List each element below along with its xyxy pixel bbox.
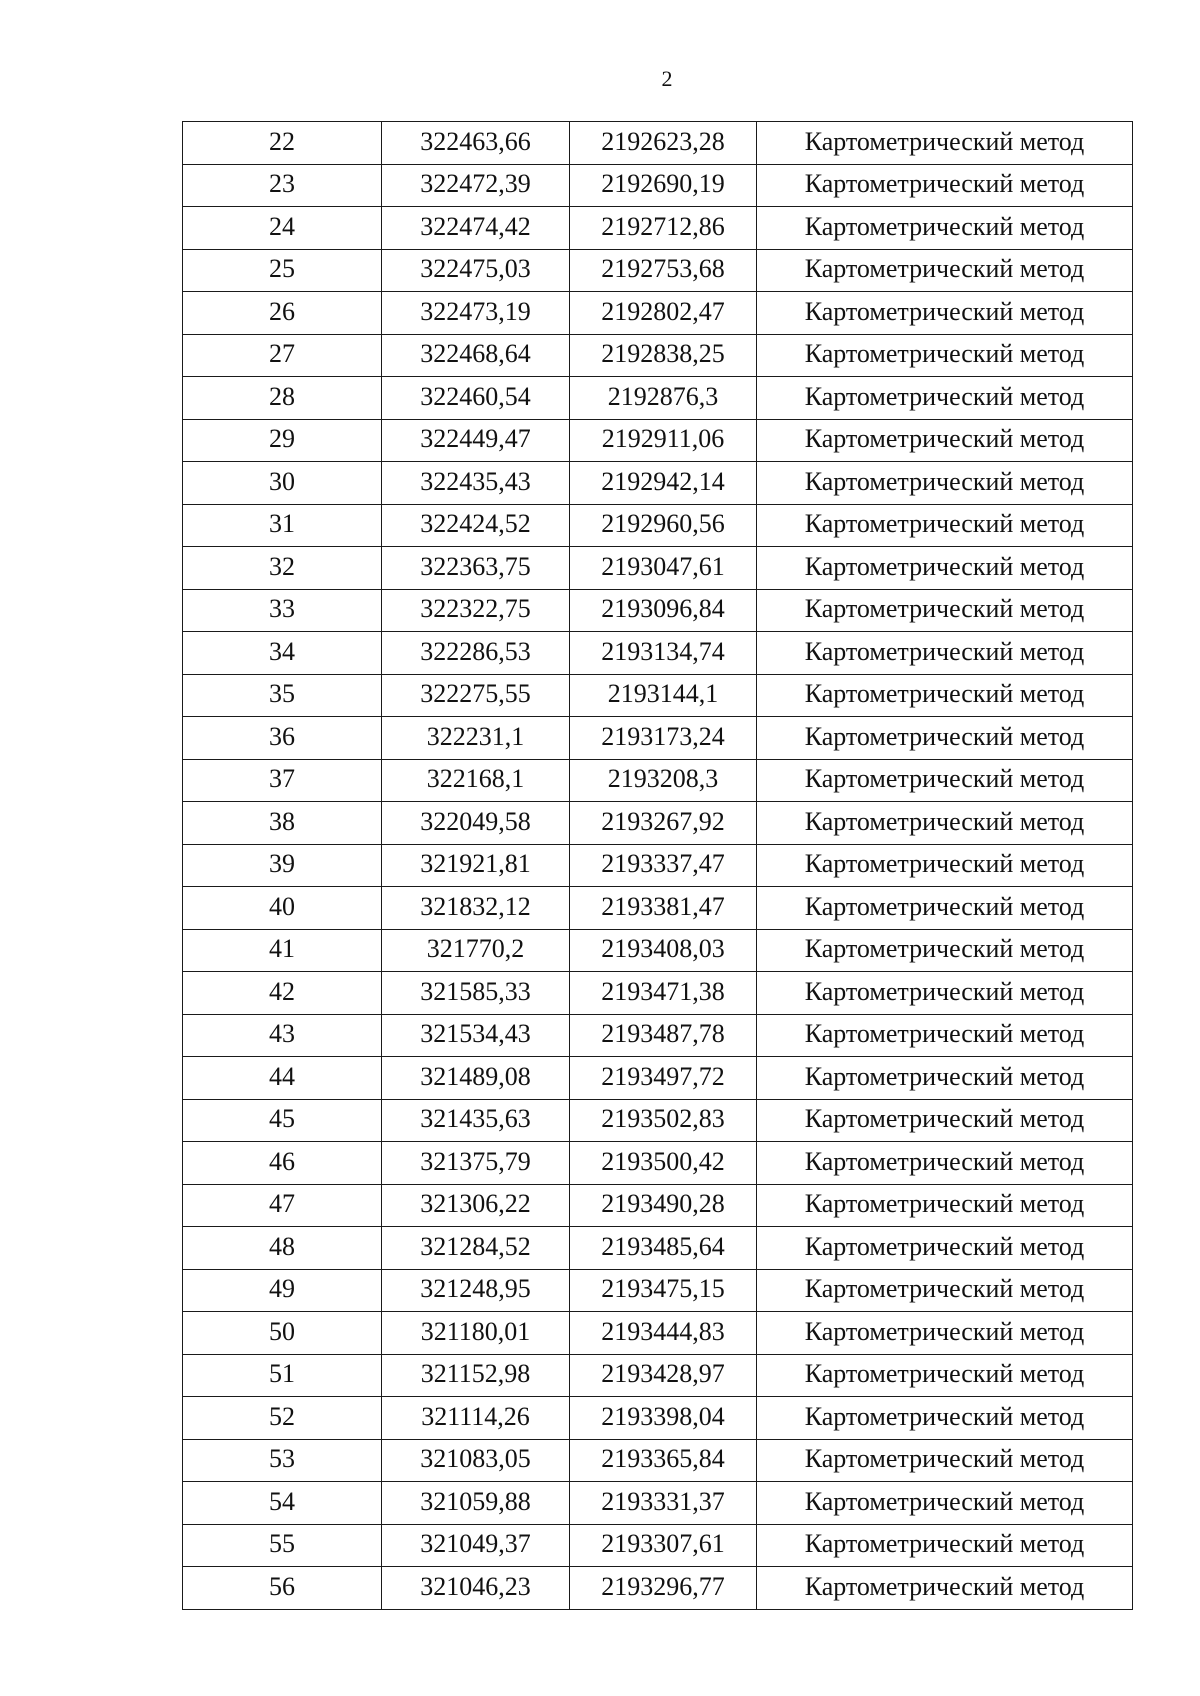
method-cell: Картометрический метод	[757, 1482, 1133, 1525]
method-cell: Картометрический метод	[757, 377, 1133, 420]
coordinate-y-cell: 2193047,61	[570, 547, 757, 590]
table-row	[183, 632, 1133, 675]
method-cell: Картометрический метод	[757, 1184, 1133, 1227]
table-row	[183, 1014, 1133, 1057]
point-number-cell: 48	[183, 1227, 382, 1270]
coordinate-y-cell: 2193173,24	[570, 717, 757, 760]
coordinate-y-cell: 2192690,19	[570, 164, 757, 207]
coordinate-x-cell: 321770,2	[382, 929, 570, 972]
table-row	[183, 844, 1133, 887]
coordinate-x-cell: 321534,43	[382, 1014, 570, 1057]
point-number-cell: 34	[183, 632, 382, 675]
table-row	[183, 1397, 1133, 1440]
coordinate-y-cell: 2192802,47	[570, 292, 757, 335]
point-number-cell: 33	[183, 589, 382, 632]
coordinate-x-cell: 322049,58	[382, 802, 570, 845]
table-row	[183, 1184, 1133, 1227]
coordinate-y-cell: 2193331,37	[570, 1482, 757, 1525]
table-row	[183, 1354, 1133, 1397]
table-row	[183, 377, 1133, 420]
table-row	[183, 504, 1133, 547]
table-row	[183, 1567, 1133, 1610]
table-row	[183, 1482, 1133, 1525]
table-row	[183, 1227, 1133, 1270]
method-cell: Картометрический метод	[757, 717, 1133, 760]
coordinate-y-cell: 2193502,83	[570, 1099, 757, 1142]
coordinate-y-cell: 2193471,38	[570, 972, 757, 1015]
table-row	[183, 1142, 1133, 1185]
coordinate-y-cell: 2193307,61	[570, 1524, 757, 1567]
method-cell: Картометрический метод	[757, 632, 1133, 675]
coordinate-y-cell: 2193487,78	[570, 1014, 757, 1057]
table-row	[183, 717, 1133, 760]
coordinate-y-cell: 2193134,74	[570, 632, 757, 675]
coordinate-x-cell: 322463,66	[382, 122, 570, 165]
point-number-cell: 52	[183, 1397, 382, 1440]
point-number-cell: 41	[183, 929, 382, 972]
coordinate-x-cell: 321375,79	[382, 1142, 570, 1185]
table-row	[183, 249, 1133, 292]
coordinate-x-cell: 322475,03	[382, 249, 570, 292]
coordinate-x-cell: 321306,22	[382, 1184, 570, 1227]
method-cell: Картометрический метод	[757, 1227, 1133, 1270]
point-number-cell: 46	[183, 1142, 382, 1185]
coordinate-x-cell: 321435,63	[382, 1099, 570, 1142]
table-row	[183, 419, 1133, 462]
point-number-cell: 54	[183, 1482, 382, 1525]
point-number-cell: 56	[183, 1567, 382, 1610]
coordinate-y-cell: 2193485,64	[570, 1227, 757, 1270]
table-row	[183, 1099, 1133, 1142]
method-cell: Картометрический метод	[757, 122, 1133, 165]
coordinate-y-cell: 2193144,1	[570, 674, 757, 717]
method-cell: Картометрический метод	[757, 547, 1133, 590]
method-cell: Картометрический метод	[757, 1057, 1133, 1100]
table-row	[183, 334, 1133, 377]
coordinate-y-cell: 2193398,04	[570, 1397, 757, 1440]
coordinate-x-cell: 321046,23	[382, 1567, 570, 1610]
coordinate-x-cell: 322168,1	[382, 759, 570, 802]
method-cell: Картометрический метод	[757, 1354, 1133, 1397]
coordinate-y-cell: 2193444,83	[570, 1312, 757, 1355]
point-number-cell: 50	[183, 1312, 382, 1355]
method-cell: Картометрический метод	[757, 504, 1133, 547]
coordinate-y-cell: 2193428,97	[570, 1354, 757, 1397]
method-cell: Картометрический метод	[757, 674, 1133, 717]
method-cell: Картометрический метод	[757, 462, 1133, 505]
coordinate-x-cell: 322449,47	[382, 419, 570, 462]
coordinate-x-cell: 321921,81	[382, 844, 570, 887]
coordinate-y-cell: 2193337,47	[570, 844, 757, 887]
coordinate-x-cell: 322474,42	[382, 207, 570, 250]
point-number-cell: 40	[183, 887, 382, 930]
point-number-cell: 44	[183, 1057, 382, 1100]
point-number-cell: 49	[183, 1269, 382, 1312]
table-row	[183, 972, 1133, 1015]
coordinate-y-cell: 2193381,47	[570, 887, 757, 930]
table-row	[183, 292, 1133, 335]
point-number-cell: 32	[183, 547, 382, 590]
method-cell: Картометрический метод	[757, 1439, 1133, 1482]
coordinate-x-cell: 321059,88	[382, 1482, 570, 1525]
point-number-cell: 25	[183, 249, 382, 292]
coordinate-x-cell: 321083,05	[382, 1439, 570, 1482]
method-cell: Картометрический метод	[757, 334, 1133, 377]
method-cell: Картометрический метод	[757, 844, 1133, 887]
table-row	[183, 929, 1133, 972]
table-row	[183, 122, 1133, 165]
table-row	[183, 462, 1133, 505]
coordinate-y-cell: 2193408,03	[570, 929, 757, 972]
method-cell: Картометрический метод	[757, 207, 1133, 250]
table-row	[183, 164, 1133, 207]
point-number-cell: 45	[183, 1099, 382, 1142]
coordinate-x-cell: 321049,37	[382, 1524, 570, 1567]
point-number-cell: 39	[183, 844, 382, 887]
method-cell: Картометрический метод	[757, 972, 1133, 1015]
table-row	[183, 589, 1133, 632]
coordinate-y-cell: 2192838,25	[570, 334, 757, 377]
coordinate-x-cell: 322286,53	[382, 632, 570, 675]
coordinates-table-body	[183, 122, 1133, 1610]
method-cell: Картометрический метод	[757, 1142, 1133, 1185]
table-row	[183, 674, 1133, 717]
coordinate-x-cell: 322275,55	[382, 674, 570, 717]
coordinate-x-cell: 321284,52	[382, 1227, 570, 1270]
coordinate-x-cell: 322424,52	[382, 504, 570, 547]
table-row	[183, 1524, 1133, 1567]
coordinate-x-cell: 321489,08	[382, 1057, 570, 1100]
coordinate-x-cell: 322473,19	[382, 292, 570, 335]
coordinate-y-cell: 2192942,14	[570, 462, 757, 505]
coordinates-table	[182, 121, 1133, 1610]
coordinate-y-cell: 2193096,84	[570, 589, 757, 632]
coordinate-y-cell: 2193490,28	[570, 1184, 757, 1227]
method-cell: Картометрический метод	[757, 1312, 1133, 1355]
point-number-cell: 53	[183, 1439, 382, 1482]
method-cell: Картометрический метод	[757, 292, 1133, 335]
point-number-cell: 22	[183, 122, 382, 165]
coordinate-x-cell: 322472,39	[382, 164, 570, 207]
coordinate-y-cell: 2193365,84	[570, 1439, 757, 1482]
coordinate-x-cell: 321180,01	[382, 1312, 570, 1355]
method-cell: Картометрический метод	[757, 1397, 1133, 1440]
coordinate-x-cell: 322460,54	[382, 377, 570, 420]
coordinate-y-cell: 2193497,72	[570, 1057, 757, 1100]
point-number-cell: 35	[183, 674, 382, 717]
method-cell: Картометрический метод	[757, 802, 1133, 845]
coordinate-x-cell: 322322,75	[382, 589, 570, 632]
method-cell: Картометрический метод	[757, 1567, 1133, 1610]
coordinate-y-cell: 2193208,3	[570, 759, 757, 802]
coordinate-y-cell: 2192876,3	[570, 377, 757, 420]
method-cell: Картометрический метод	[757, 164, 1133, 207]
coordinate-y-cell: 2192960,56	[570, 504, 757, 547]
point-number-cell: 47	[183, 1184, 382, 1227]
method-cell: Картометрический метод	[757, 1014, 1133, 1057]
coordinate-x-cell: 321114,26	[382, 1397, 570, 1440]
point-number-cell: 51	[183, 1354, 382, 1397]
table-row	[183, 1269, 1133, 1312]
coordinate-x-cell: 322435,43	[382, 462, 570, 505]
coordinate-y-cell: 2192911,06	[570, 419, 757, 462]
method-cell: Картометрический метод	[757, 419, 1133, 462]
page-number: 2	[661, 66, 673, 91]
table-row	[183, 1312, 1133, 1355]
coordinate-y-cell: 2192712,86	[570, 207, 757, 250]
coordinate-x-cell: 322231,1	[382, 717, 570, 760]
coordinate-y-cell: 2192753,68	[570, 249, 757, 292]
point-number-cell: 27	[183, 334, 382, 377]
point-number-cell: 38	[183, 802, 382, 845]
point-number-cell: 30	[183, 462, 382, 505]
table-row	[183, 759, 1133, 802]
method-cell: Картометрический метод	[757, 249, 1133, 292]
coordinate-x-cell: 322468,64	[382, 334, 570, 377]
table-row	[183, 547, 1133, 590]
method-cell: Картометрический метод	[757, 1099, 1133, 1142]
point-number-cell: 37	[183, 759, 382, 802]
table-row	[183, 1439, 1133, 1482]
point-number-cell: 31	[183, 504, 382, 547]
point-number-cell: 28	[183, 377, 382, 420]
point-number-cell: 24	[183, 207, 382, 250]
table-row	[183, 207, 1133, 250]
coordinate-y-cell: 2192623,28	[570, 122, 757, 165]
method-cell: Картометрический метод	[757, 1269, 1133, 1312]
point-number-cell: 55	[183, 1524, 382, 1567]
coordinate-x-cell: 321832,12	[382, 887, 570, 930]
method-cell: Картометрический метод	[757, 759, 1133, 802]
method-cell: Картометрический метод	[757, 929, 1133, 972]
method-cell: Картометрический метод	[757, 887, 1133, 930]
coordinate-y-cell: 2193267,92	[570, 802, 757, 845]
table-row	[183, 1057, 1133, 1100]
point-number-cell: 26	[183, 292, 382, 335]
point-number-cell: 42	[183, 972, 382, 1015]
coordinate-y-cell: 2193500,42	[570, 1142, 757, 1185]
point-number-cell: 23	[183, 164, 382, 207]
coordinate-y-cell: 2193475,15	[570, 1269, 757, 1312]
table-row	[183, 802, 1133, 845]
coordinate-x-cell: 321152,98	[382, 1354, 570, 1397]
point-number-cell: 43	[183, 1014, 382, 1057]
coordinate-x-cell: 322363,75	[382, 547, 570, 590]
table-row	[183, 887, 1133, 930]
coordinate-y-cell: 2193296,77	[570, 1567, 757, 1610]
coordinate-x-cell: 321248,95	[382, 1269, 570, 1312]
coordinate-x-cell: 321585,33	[382, 972, 570, 1015]
point-number-cell: 36	[183, 717, 382, 760]
method-cell: Картометрический метод	[757, 1524, 1133, 1567]
method-cell: Картометрический метод	[757, 589, 1133, 632]
point-number-cell: 29	[183, 419, 382, 462]
